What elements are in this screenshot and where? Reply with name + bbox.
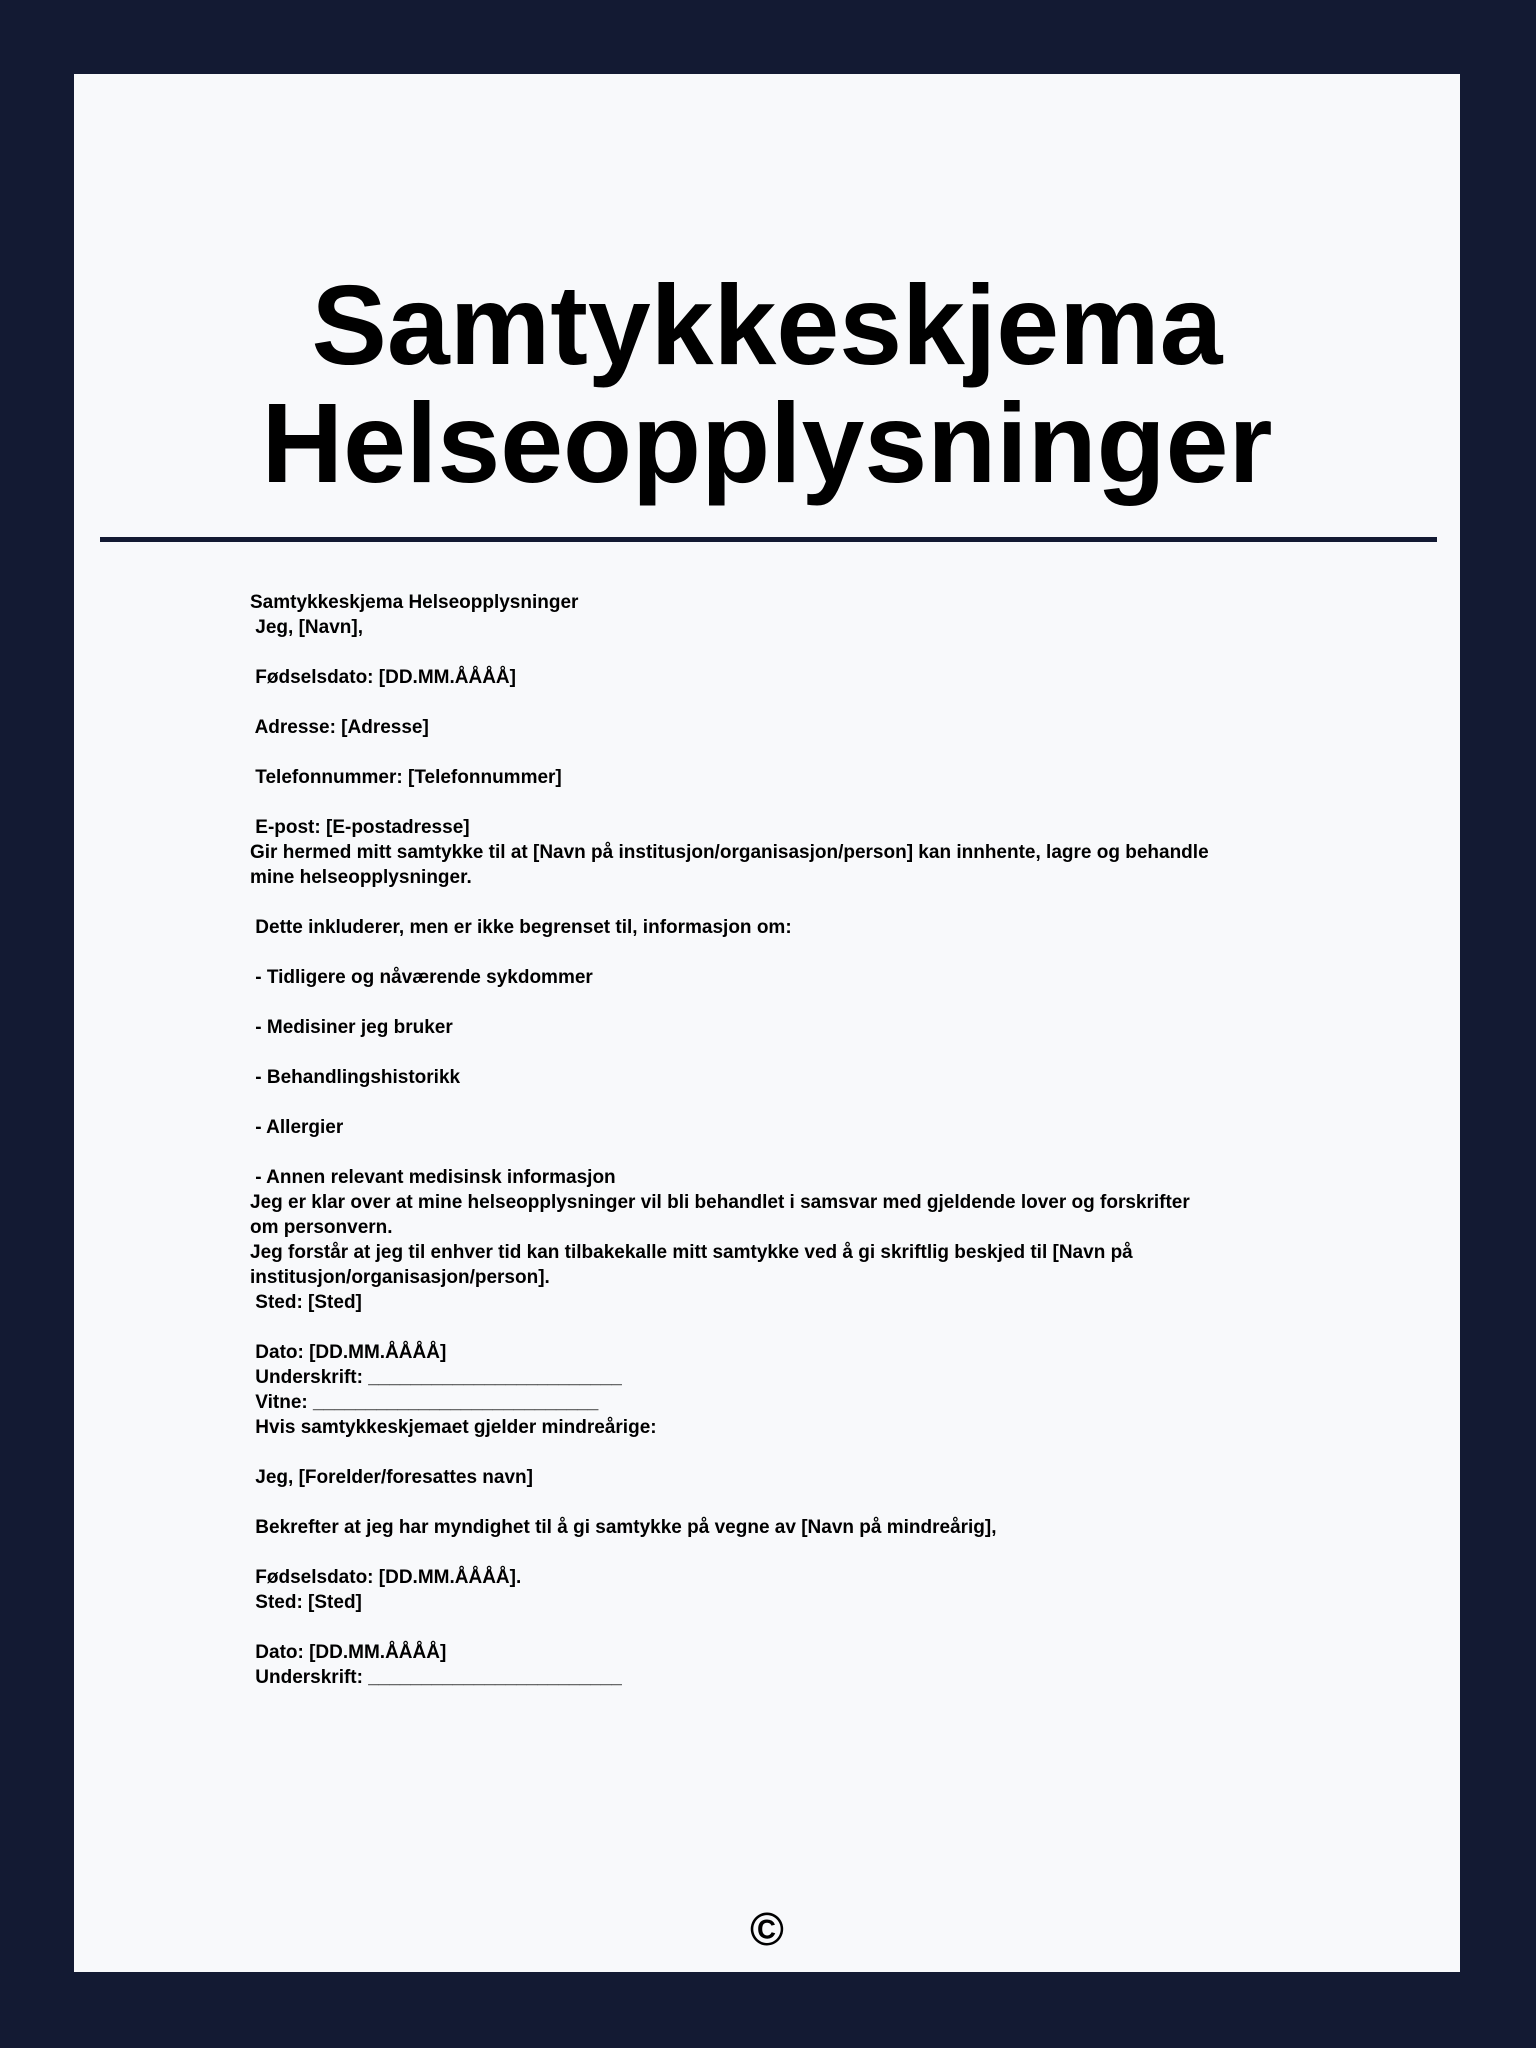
- body-line: [250, 640, 1350, 665]
- body-line: [250, 1615, 1350, 1640]
- body-line: Adresse: [Adresse]: [250, 717, 429, 738]
- body-line: Underskrift: ________________________: [250, 1667, 622, 1688]
- body-line: Sted: [Sted]: [250, 1592, 362, 1613]
- body-line: Samtykkeskjema Helseopplysninger: [250, 592, 579, 613]
- body-line: [250, 1140, 1350, 1165]
- body-line: Telefonnummer: [Telefonnummer]: [250, 767, 562, 788]
- body-line: Fødselsdato: [DD.MM.ÅÅÅÅ]: [250, 667, 516, 688]
- body-line: - Behandlingshistorikk: [250, 1067, 461, 1088]
- body-line: om personvern.: [250, 1217, 393, 1238]
- body-line: Sted: [Sted]: [250, 1292, 362, 1313]
- copyright-icon: ©: [750, 1903, 784, 1955]
- body-line: Dato: [DD.MM.ÅÅÅÅ]: [250, 1642, 447, 1663]
- body-line: Fødselsdato: [DD.MM.ÅÅÅÅ].: [250, 1567, 522, 1588]
- body-line: [250, 990, 1350, 1015]
- body-line: - Medisiner jeg bruker: [250, 1017, 453, 1038]
- body-line: Jeg, [Forelder/foresattes navn]: [250, 1467, 533, 1488]
- body-line: Dato: [DD.MM.ÅÅÅÅ]: [250, 1342, 447, 1363]
- body-line: - Allergier: [250, 1117, 344, 1138]
- body-line: [250, 690, 1350, 715]
- document-page: [74, 74, 1460, 1972]
- body-line: [250, 940, 1350, 965]
- body-line: [250, 740, 1350, 765]
- body-line: [250, 1315, 1350, 1340]
- body-line: Jeg, [Navn],: [250, 617, 363, 638]
- body-line: E-post: [E-postadresse]: [250, 817, 470, 838]
- body-line: Hvis samtykkeskjemaet gjelder mindreårige:: [250, 1417, 657, 1438]
- body-line: [250, 1490, 1350, 1515]
- body-line: Jeg forstår at jeg til enhver tid kan tilbakekalle mitt samtykke ved å gi skriftlig beskjed til [Navn på: [250, 1242, 1133, 1263]
- title-divider: [100, 537, 1437, 542]
- body-line: mine helseopplysninger.: [250, 867, 472, 888]
- body-line: [250, 1540, 1350, 1565]
- document-body: [250, 590, 1350, 1690]
- title-line-1: Samtykkeskjema: [311, 262, 1223, 388]
- document-title: [74, 262, 1460, 506]
- body-line: institusjon/organisasjon/person].: [250, 1267, 550, 1288]
- body-line: [250, 1440, 1350, 1465]
- body-line: [250, 1090, 1350, 1115]
- body-line: Vitne: ___________________________: [250, 1392, 599, 1413]
- body-line: Bekrefter at jeg har myndighet til å gi samtykke på vegne av [Navn på mindreårig],: [250, 1517, 997, 1538]
- body-line: Dette inkluderer, men er ikke begrenset til, informasjon om:: [250, 917, 792, 938]
- title-line-2: Helseopplysninger: [261, 380, 1273, 506]
- body-line: Gir hermed mitt samtykke til at [Navn på institusjon/organisasjon/person] kan innhente, lagre og behandle: [250, 842, 1209, 863]
- body-line: - Tidligere og nåværende sykdommer: [250, 967, 593, 988]
- body-line: - Annen relevant medisinsk informasjon: [250, 1167, 616, 1188]
- body-line: Underskrift: ________________________: [250, 1367, 622, 1388]
- body-line: [250, 790, 1350, 815]
- body-line: Jeg er klar over at mine helseopplysninger vil bli behandlet i samsvar med gjeldende lover og forskrifter: [250, 1192, 1190, 1213]
- body-line: [250, 890, 1350, 915]
- body-line: [250, 1040, 1350, 1065]
